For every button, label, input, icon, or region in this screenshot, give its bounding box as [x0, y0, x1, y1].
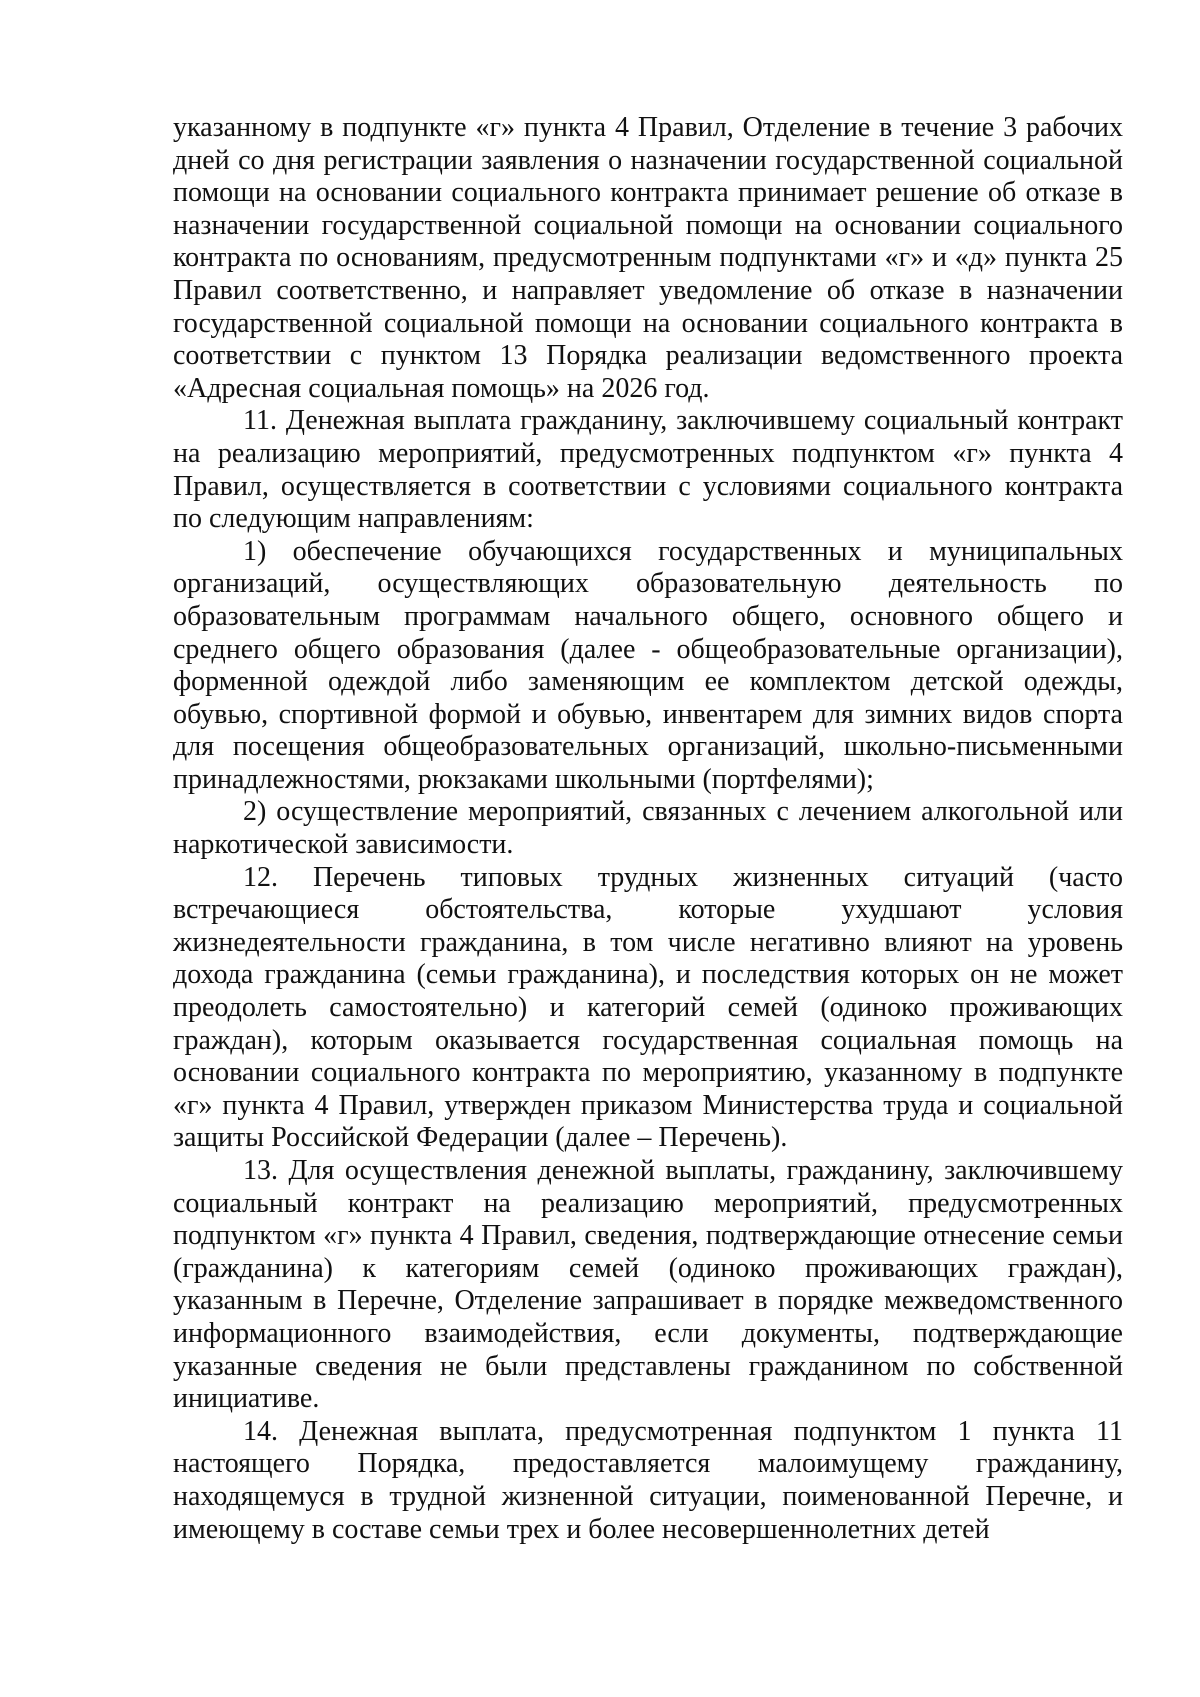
paragraph-continuation: указанному в подпункте «г» пункта 4 Правил, Отделение в течение 3 рабочих дней со дня регистрации заявления о назначении государственной социальной помощи на основании социального контракта принимает решение об отказе в назначении государственной социальной помощи на основании социального контракта по основаниям, предусмотренным подпунктами «г» и «д» пункта 25 Правил соответственно, и направляет уведомление об отказе в назначении государственной социальной помощи на основании социального контракта в соответствии с пунктом 13 Порядка реализации ведомственного проекта «Адресная социальная помощь» на 2026 год. [173, 112, 1123, 404]
paragraph-11-item-2: 2) осуществление мероприятий, связанных с лечением алкогольной или наркотической зависимости. [173, 796, 1123, 861]
paragraph-11: 11. Денежная выплата гражданину, заключившему социальный контракт на реализацию мероприятий, предусмотренных подпунктом «г» пункта 4 Правил, осуществляется в соответствии с условиями социального контракта по следующим направлениям: [173, 405, 1123, 535]
document-page [173, 112, 1123, 1546]
paragraph-14: 14. Денежная выплата, предусмотренная подпунктом 1 пункта 11 настоящего Порядка, предоставляется малоимущему гражданину, находящемуся в трудной жизненной ситуации, поименованной Перечне, и имеющему в составе семьи трех и более несовершеннолетних детей [173, 1415, 1123, 1545]
paragraph-12: 12. Перечень типовых трудных жизненных ситуаций (часто встречающиеся обстоятельства, которые ухудшают условия жизнедеятельности гражданина, в том числе негативно влияют на уровень дохода гражданина (семьи гражданина), и последствия которых он не может преодолеть самостоятельно) и категорий семей (одиноко проживающих граждан), которым оказывается государственная социальная помощь на основании социального контракта по мероприятию, указанному в подпункте «г» пункта 4 Правил, утвержден приказом Министерства труда и социальной защиты Российской Федерации (далее – Перечень). [173, 861, 1123, 1154]
paragraph-13: 13. Для осуществления денежной выплаты, гражданину, заключившему социальный контракт на реализацию мероприятий, предусмотренных подпунктом «г» пункта 4 Правил, сведения, подтверждающие отнесение семьи (гражданина) к категориям семей (одиноко проживающих граждан), указанным в Перечне, Отделение запрашивает в порядке межведомственного информационного взаимодействия, если документы, подтверждающие указанные сведения не были представлены гражданином по собственной инициативе. [173, 1155, 1123, 1415]
paragraph-11-item-1: 1) обеспечение обучающихся государственных и муниципальных организаций, осуществляющих образовательную деятельность по образовательным программам начального общего, основного общего и среднего общего образования (далее - общеобразовательные организации), форменной одеждой либо заменяющим ее комплектом детской одежды, обувью, спортивной формой и обувью, инвентарем для зимних видов спорта для посещения общеобразовательных организаций, школьно-письменными принадлежностями, рюкзаками школьными (портфелями); [173, 535, 1123, 795]
